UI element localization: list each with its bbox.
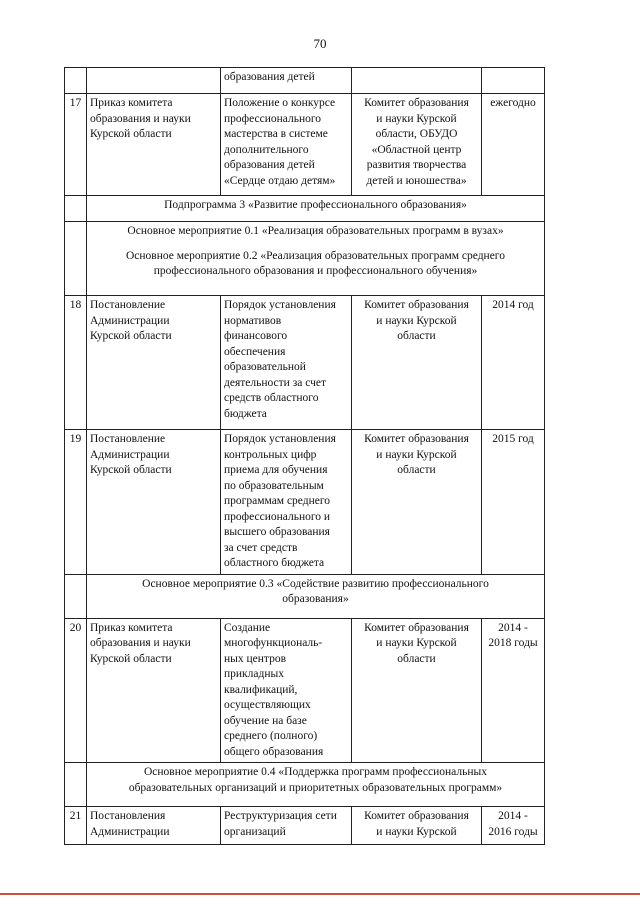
measure-headings — [87, 222, 545, 296]
description-line: осуществляющих — [224, 699, 311, 711]
description-line: обеспечения — [224, 345, 286, 358]
row-number-cell: 18 — [65, 296, 87, 430]
subprogram-row — [65, 196, 545, 222]
document-line: Приказ комитета — [90, 621, 173, 634]
row-number-cell — [65, 68, 87, 94]
description-line: высшего образования — [224, 526, 330, 538]
document-line: Постановление — [90, 433, 166, 445]
measure-heading: образования» — [282, 593, 349, 605]
measure-headings — [87, 763, 545, 807]
measure-row — [65, 574, 545, 618]
measure-heading: образовательных организаций и приоритетных образовательных программ» — [128, 781, 503, 794]
description-cell — [221, 618, 352, 763]
description-line: Порядок установления — [224, 433, 336, 445]
description-line: организаций — [224, 825, 286, 838]
description-line: по образовательным — [224, 479, 324, 492]
description-line: программам среднего — [224, 495, 331, 507]
subprogram-heading: Подпрограмма 3 «Развитие профессионального образования» — [87, 196, 545, 222]
executor-line: Комитет образования — [364, 433, 469, 445]
row-number-cell: 19 — [65, 430, 87, 575]
executor-line: области, ОБУДО — [375, 128, 458, 140]
table-row-19 — [65, 430, 545, 575]
row-number-cell: 17 — [65, 94, 87, 196]
executor-line: Комитет образования — [364, 810, 469, 822]
executor-line: и науки Курской — [376, 448, 457, 461]
document-line: Администрации — [90, 448, 170, 461]
description-line: приема для обучения — [224, 464, 328, 476]
document-line: Администрации — [90, 314, 170, 327]
document-line: Постановления — [90, 810, 166, 822]
executor-line: развития творчества — [366, 159, 467, 171]
page-bottom-rule — [0, 893, 640, 895]
description-cell — [221, 68, 352, 94]
description-line: деятельности за счет — [224, 376, 327, 389]
measure-heading: Основное мероприятие 0.1 «Реализация образовательных программ в вузах» — [127, 225, 504, 237]
description-line: областного бюджета — [224, 557, 325, 569]
document-line: Администрации — [90, 825, 170, 838]
regulatory-acts-table — [64, 67, 545, 845]
executor-line: Комитет образования — [364, 299, 469, 311]
document-line: образования и науки — [90, 112, 191, 125]
executor-line: Комитет образования — [364, 621, 469, 634]
document-line: образования и науки — [90, 637, 191, 649]
executor-line: и науки Курской — [376, 825, 457, 838]
executor-line: «Областной центр — [371, 143, 462, 156]
row-number-cell: 21 — [65, 807, 87, 845]
executor-cell — [352, 430, 482, 575]
executor-line: области — [397, 652, 436, 665]
table-row-continuation — [65, 68, 545, 94]
description-line: Порядок установления — [224, 299, 336, 311]
executor-cell — [352, 618, 482, 763]
executor-line: области — [397, 330, 436, 342]
measure-headings — [87, 574, 545, 618]
description-line: средств областного — [224, 392, 319, 404]
page-number: 70 — [313, 36, 327, 51]
description-line: Реструктуризация сети — [224, 810, 337, 822]
description-line: Положение о конкурсе — [224, 97, 336, 109]
executor-cell — [352, 296, 482, 430]
description-line: образования детей — [224, 71, 315, 83]
row-number-cell — [65, 196, 87, 222]
description-line: профессионального и — [224, 510, 331, 523]
document-line: Курской области — [90, 464, 172, 476]
executor-line: детей и юношества» — [366, 174, 467, 187]
description-line: контрольных цифр — [224, 448, 317, 461]
measure-heading: профессионального образования и профессионального обучения» — [153, 265, 478, 277]
executor-line: области — [397, 464, 436, 476]
executor-cell — [352, 807, 482, 845]
description-line: Создание — [224, 621, 271, 634]
term-cell — [482, 807, 545, 845]
measure-row — [65, 763, 545, 807]
table-row-18 — [65, 296, 545, 430]
document-cell — [87, 430, 221, 575]
document-cell — [87, 618, 221, 763]
term-line: 2018 годы — [488, 637, 538, 649]
description-cell — [221, 430, 352, 575]
row-number-cell — [65, 574, 87, 618]
description-line: обучение на базе — [224, 714, 307, 727]
term-cell — [482, 68, 545, 94]
row-number-cell — [65, 222, 87, 296]
table-row-21 — [65, 807, 545, 845]
measure-heading: Основное мероприятие 0.2 «Реализация образовательных программ среднего — [125, 249, 505, 262]
measure-heading: Основное мероприятие 0.4 «Поддержка программ профессиональных — [143, 766, 487, 778]
document-cell — [87, 68, 221, 94]
description-line: профессионального — [224, 112, 322, 125]
document-cell — [87, 296, 221, 430]
document-line: Приказ комитета — [90, 97, 173, 109]
row-number-cell: 20 — [65, 618, 87, 763]
table-row-20 — [65, 618, 545, 763]
executor-cell — [352, 68, 482, 94]
description-line: мастерства в системе — [224, 128, 328, 140]
executor-line: и науки Курской — [376, 314, 457, 327]
description-line: нормативов — [224, 314, 282, 327]
term-line: 2014 - — [498, 621, 528, 634]
measure-heading: Основное мероприятие 0.3 «Содействие развитию профессионального — [142, 577, 489, 590]
term-cell — [482, 618, 545, 763]
measure-row — [65, 222, 545, 296]
row-number-cell — [65, 763, 87, 807]
executor-line: и науки Курской — [376, 112, 457, 125]
document-line: Курской области — [90, 128, 172, 140]
executor-line: и науки Курской — [376, 637, 457, 649]
description-cell — [221, 296, 352, 430]
executor-cell — [352, 94, 482, 196]
description-line: прикладных — [224, 668, 284, 680]
document-line: Курской области — [90, 330, 172, 342]
description-line: за счет средств — [224, 541, 298, 554]
description-line: общего образования — [224, 745, 324, 758]
description-cell — [221, 807, 352, 845]
description-line: квалификаций, — [224, 683, 298, 696]
description-line: образовательной — [224, 361, 306, 373]
description-line: образования детей — [224, 159, 315, 171]
term-cell: 2015 год — [482, 430, 545, 575]
description-line: многофункциональ- — [224, 637, 323, 649]
description-line: среднего (полного) — [224, 730, 318, 742]
description-line: ных центров — [224, 652, 287, 665]
description-line: дополнительного — [224, 143, 309, 156]
term-line: 2014 - — [498, 810, 528, 822]
description-line: «Сердце отдаю детям» — [224, 174, 336, 187]
term-cell: 2014 год — [482, 296, 545, 430]
document-cell — [87, 807, 221, 845]
table-row-17 — [65, 94, 545, 196]
description-line: бюджета — [224, 407, 267, 420]
executor-line: Комитет образования — [364, 97, 469, 109]
document-line: Постановление — [90, 299, 166, 311]
document-line: Курской области — [90, 652, 172, 665]
description-line: финансового — [224, 330, 288, 342]
description-cell — [221, 94, 352, 196]
document-cell — [87, 94, 221, 196]
term-line: 2016 годы — [488, 825, 538, 838]
term-cell: ежегодно — [482, 94, 545, 196]
